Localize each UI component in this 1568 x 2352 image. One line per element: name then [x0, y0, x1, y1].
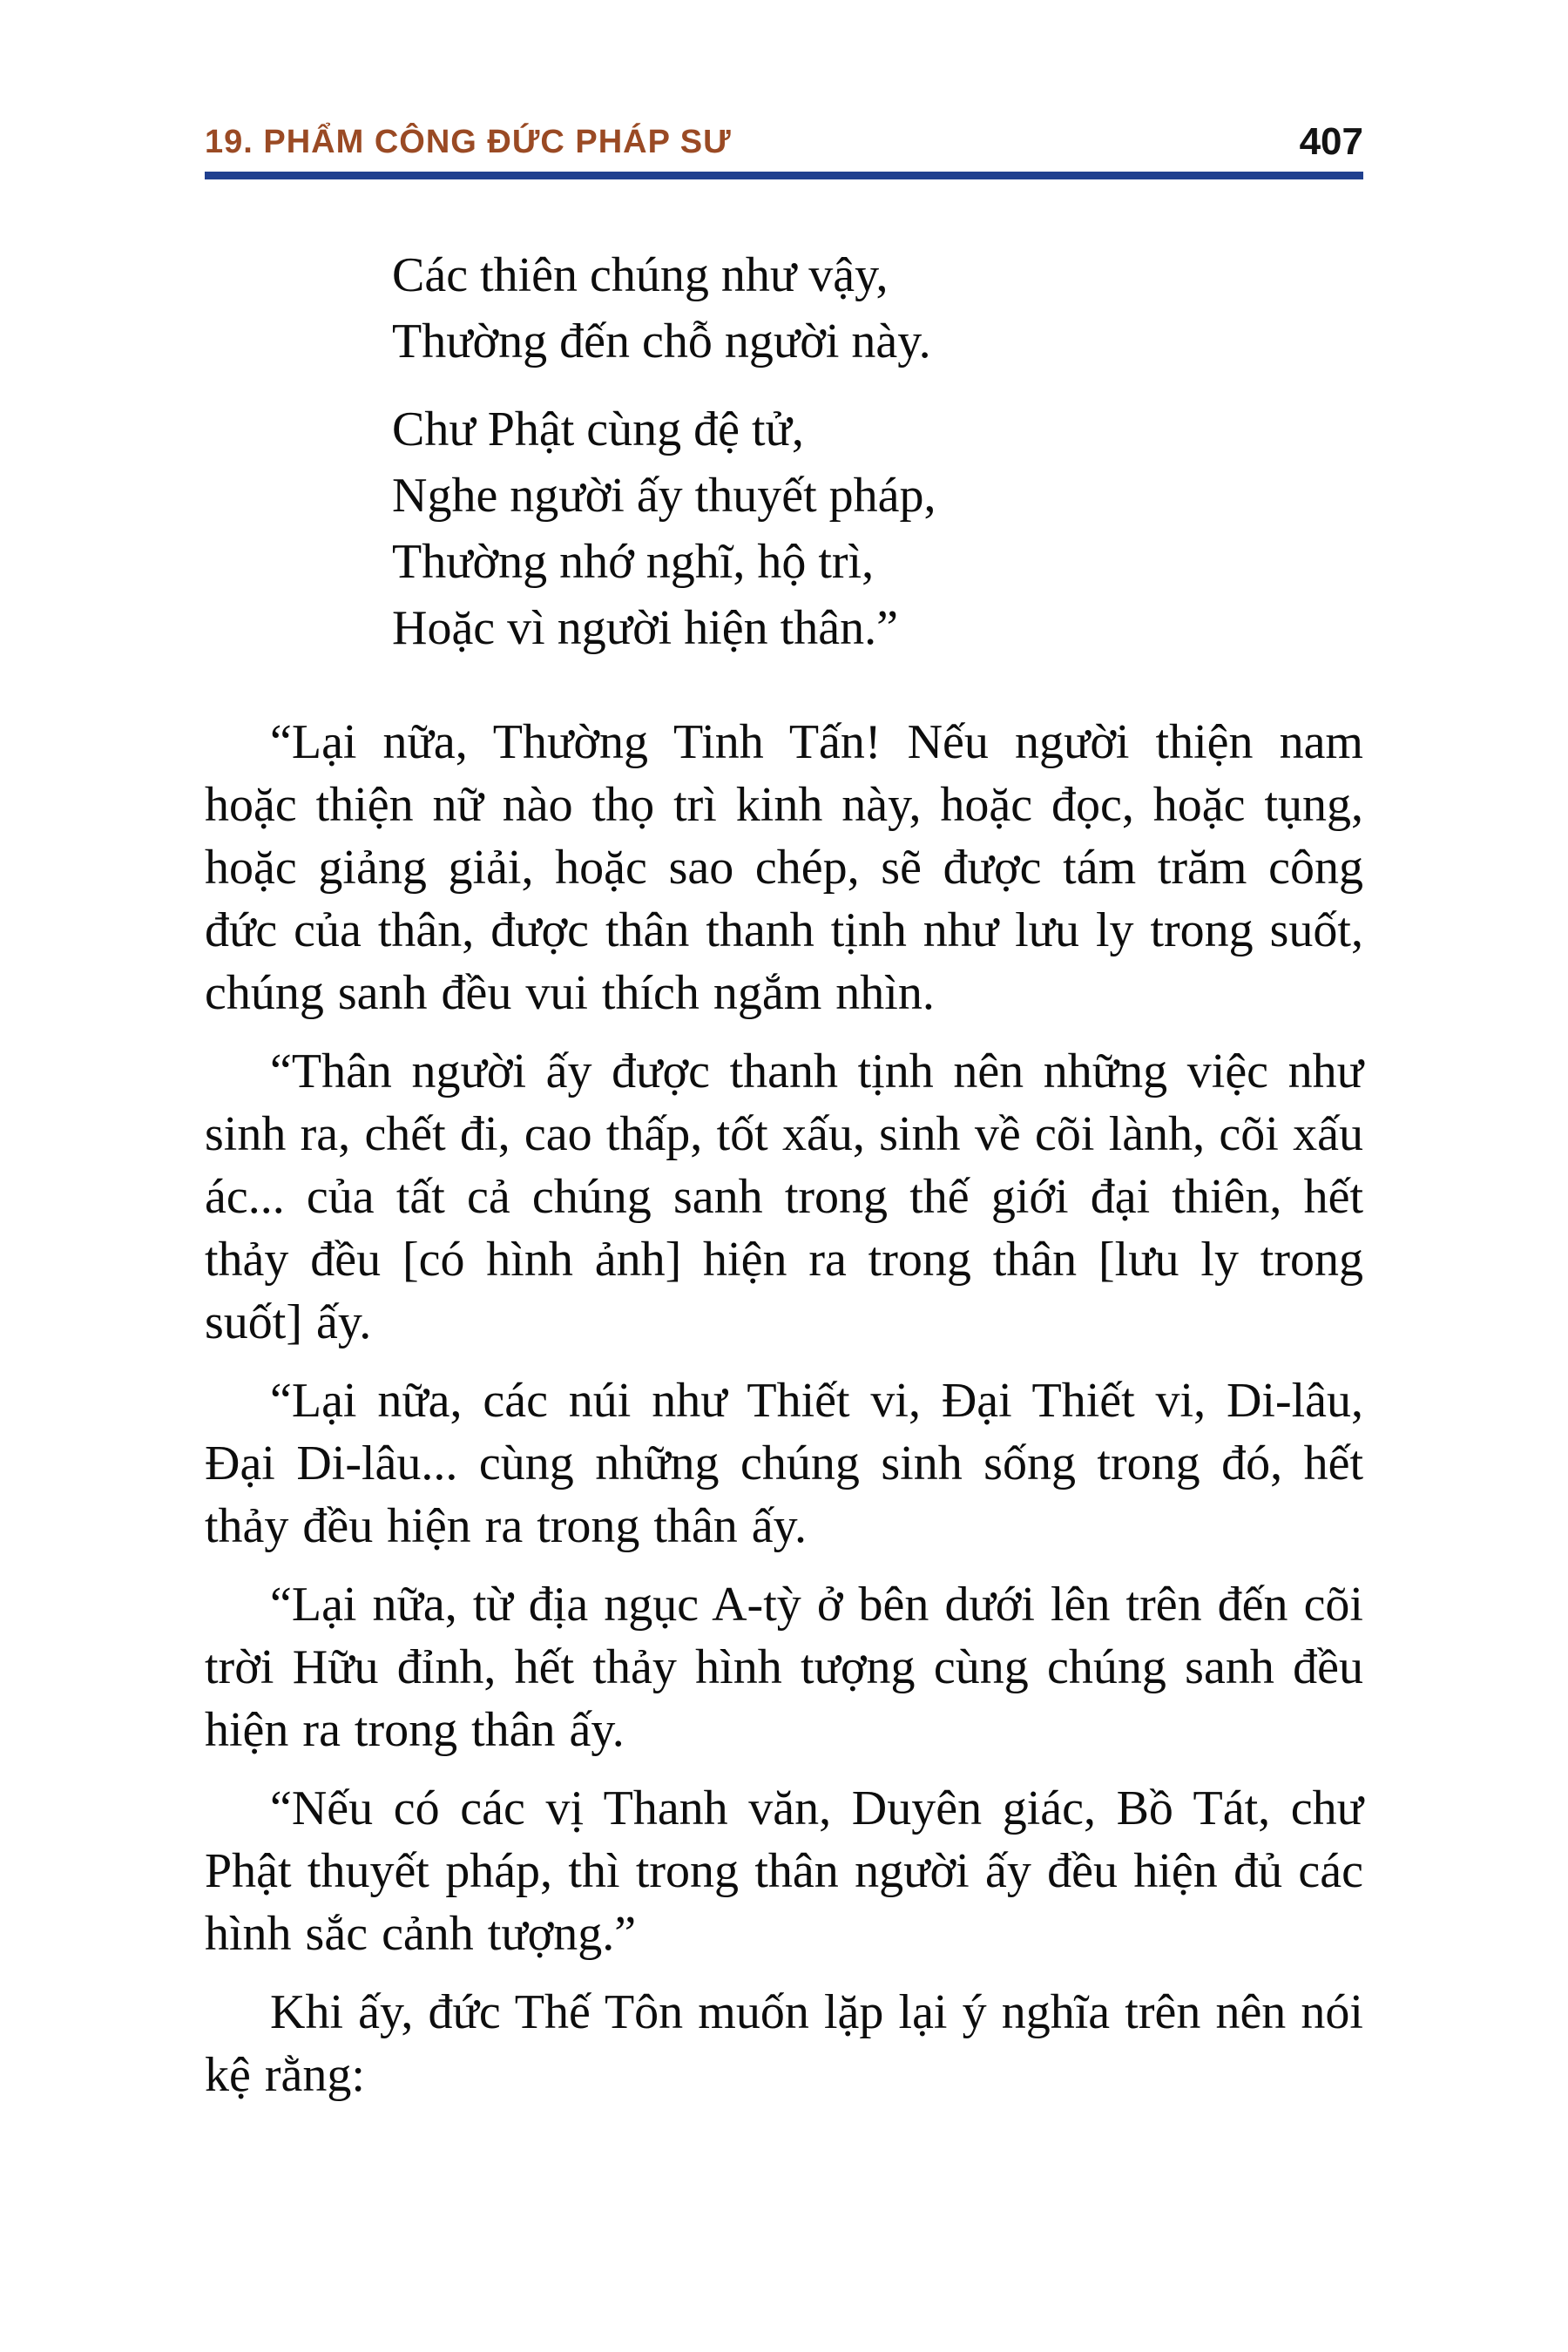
verse-line: Chư Phật cùng đệ tử,: [392, 402, 804, 456]
header-rule-divider: [205, 172, 1363, 179]
body-paragraph: Khi ấy, đức Thế Tôn muốn lặp lại ý nghĩa trên nên nói kệ rằng:: [205, 1985, 1363, 2102]
body-paragraph: “Lại nữa, Thường Tinh Tấn! Nếu người thiện nam hoặc thiện nữ nào thọ trì kinh này, hoặc đọc, hoặc tụng, hoặc giảng giải, hoặc sao chép, sẽ được tám trăm công đức của thân, được thân thanh tịnh như lưu ly trong suốt, chúng sanh đều vui thích ngắm nhìn.: [205, 715, 1363, 1020]
verse-stanza-2: [392, 396, 1363, 661]
chapter-title: 19. PHẨM CÔNG ĐỨC PHÁP SƯ: [205, 124, 732, 160]
verse-line: Hoặc vì người hiện thân.”: [392, 601, 898, 655]
verse-stanza-1: [392, 242, 1363, 375]
body-paragraph: “Thân người ấy được thanh tịnh nên những việc như sinh ra, chết đi, cao thấp, tốt xấu, sinh về cõi lành, cõi xấu ác... của tất cả chúng sanh trong thế giới đại thiên, hết thảy đều [có hình ảnh] hiện ra trong thân [lưu ly trong suốt] ấy.: [205, 1044, 1363, 1349]
body-paragraph: “Lại nữa, từ địa ngục A-tỳ ở bên dưới lên trên đến cõi trời Hữu đỉnh, hết thảy hình tượng cùng chúng sanh đều hiện ra trong thân ấy.: [205, 1578, 1363, 1757]
verse-section: [205, 242, 1363, 661]
prose-section: [205, 711, 1363, 2106]
verse-line: Các thiên chúng như vậy,: [392, 248, 889, 302]
page-number: 407: [1299, 120, 1363, 163]
chapter-header: [205, 122, 1363, 179]
body-paragraph: “Lại nữa, các núi như Thiết vi, Đại Thiết vi, Di-lâu, Đại Di-lâu... cùng những chúng sinh sống trong đó, hết thảy đều hiện ra trong thân ấy.: [205, 1374, 1363, 1553]
verse-line: Nghe người ấy thuyết pháp,: [392, 469, 936, 523]
header-row: [205, 122, 1363, 162]
verse-line: Thường đến chỗ người này.: [392, 314, 931, 368]
body-paragraph: “Nếu có các vị Thanh văn, Duyên giác, Bồ Tát, chư Phật thuyết pháp, thì trong thân người ấy đều hiện đủ các hình sắc cảnh tượng.”: [205, 1781, 1363, 1961]
verse-line: Thường nhớ nghĩ, hộ trì,: [392, 535, 875, 589]
